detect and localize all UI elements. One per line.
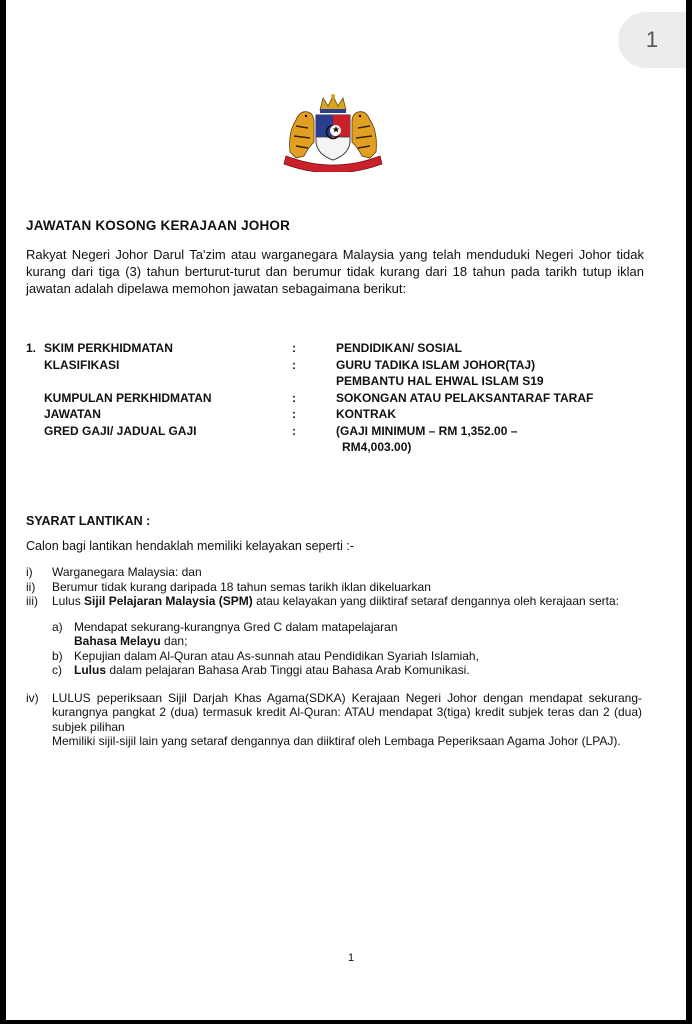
shield-icon — [316, 115, 350, 160]
jawatan-label: JAWATAN — [44, 407, 101, 421]
gred-value-2: RM4,003.00) — [342, 440, 412, 454]
requirement-text: Warganegara Malaysia: dan — [52, 565, 202, 579]
gred-label: GRED GAJI/ JADUAL GAJI — [44, 423, 197, 438]
right-tiger-icon — [352, 112, 376, 158]
list-marker: b) — [52, 648, 63, 663]
kumpulan-label: KUMPULAN PERKHIDMATAN — [44, 390, 212, 405]
requirement-text: Lulus — [52, 594, 85, 608]
requirement-iv — [26, 691, 642, 749]
requirement-a — [52, 620, 642, 649]
requirement-text: atau kelayakan yang diiktiraf setaraf dengannya oleh kerajaan serta: — [252, 594, 620, 608]
info-row-klasifikasi-2 — [26, 373, 646, 390]
requirement-ii — [26, 580, 642, 595]
requirement-i — [26, 565, 642, 580]
skim-label: SKIM PERKHIDMATAN — [44, 341, 173, 355]
job-info-table — [26, 340, 646, 456]
requirement-bold-text: Lulus — [74, 663, 106, 677]
colon: : — [292, 390, 296, 405]
requirement-iii — [26, 594, 642, 609]
info-row-skim — [26, 340, 646, 357]
skim-value: PENDIDIKAN/ SOSIAL — [336, 341, 463, 355]
intro-paragraph: Rakyat Negeri Johor Darul Ta'zim atau warganegara Malaysia yang telah menduduki Negeri Johor tidak kurang dari tiga (3) tahun berturut-turut dan berumur tidak kurang dari 18 tahun pada tarikh tutup iklan jawatan adalah dipelawa memohon jawatan sebagaimana berikut: — [26, 247, 644, 296]
requirement-text: Mendapat sekurang-kurangnya Gred C dalam matapelajaran — [74, 619, 398, 634]
klasifikasi-value-1: GURU TADIKA ISLAM JOHOR(TAJ) — [336, 357, 536, 372]
syarat-intro: Calon bagi lantikan hendaklah memiliki kelayakan seperti :- — [26, 539, 354, 553]
colon: : — [292, 423, 296, 438]
page-number-badge: 1 — [618, 12, 686, 68]
list-marker: c) — [52, 663, 62, 677]
colon: : — [292, 407, 296, 421]
info-row-gred — [26, 423, 646, 440]
requirement-bold-text: Bahasa Melayu — [74, 634, 161, 648]
requirement-text: Kepujian dalam Al-Quran atau As-sunnah atau Pendidikan Syariah Islamiah, — [74, 648, 479, 663]
info-row-gred-2 — [26, 439, 646, 456]
syarat-heading: SYARAT LANTIKAN : — [26, 514, 151, 528]
page-title: JAWATAN KOSONG KERAJAAN JOHOR — [26, 218, 291, 233]
left-tiger-icon — [290, 112, 314, 158]
info-row-kumpulan — [26, 390, 646, 407]
klasifikasi-value-2: PEMBANTU HAL EHWAL ISLAM S19 — [336, 374, 544, 388]
document-page — [6, 0, 686, 1020]
info-row-klasifikasi — [26, 357, 646, 374]
footer-page-number: 1 — [348, 952, 355, 964]
gred-value-1: (GAJI MINIMUM – RM 1,352.00 – — [336, 423, 518, 438]
list-marker: ii) — [26, 579, 36, 594]
requirement-text: Berumur tidak kurang daripada 18 tahun semas tarikh iklan dikeluarkan — [52, 579, 431, 594]
requirement-text: dalam pelajaran Bahasa Arab Tinggi atau Bahasa Arab Komunikasi. — [106, 663, 470, 677]
crown-icon — [320, 94, 346, 113]
requirement-text: LULUS peperiksaan Sijil Darjah Khas Agama(SDKA) Kerajaan Negeri Johor dengan mendapat sekurang-kurangnya pangkat 2 (dua) termasuk kredit Al-Quran: ATAU mendapat 3(tiga) kredit subjek teras dan 2 (dua) subjek pilihan — [52, 690, 642, 734]
list-marker: iv) — [26, 690, 39, 705]
list-marker: i) — [26, 565, 33, 579]
requirements-list — [26, 565, 642, 749]
item-number: 1. — [26, 341, 37, 355]
colon: : — [292, 357, 296, 372]
requirement-b — [52, 649, 642, 664]
klasifikasi-label: KLASIFIKASI — [44, 357, 120, 372]
requirement-c — [52, 663, 642, 678]
info-row-jawatan — [26, 406, 646, 423]
requirement-text: Memiliki sijil-sijil lain yang setaraf dengannya dan diiktiraf oleh Lembaga Peperiksaan Agama Johor (LPAJ). — [52, 734, 621, 748]
kumpulan-value: SOKONGAN ATAU PELAKSANTARAF TARAF — [336, 390, 594, 405]
jawatan-value: KONTRAK — [336, 407, 396, 421]
colon: : — [292, 341, 296, 355]
list-marker: iii) — [26, 594, 38, 608]
johor-crest-logo — [278, 92, 388, 172]
list-marker: a) — [52, 619, 63, 634]
requirement-bold-text: Sijil Pelajaran Malaysia (SPM) — [84, 594, 253, 608]
requirement-text: dan; — [160, 634, 188, 648]
